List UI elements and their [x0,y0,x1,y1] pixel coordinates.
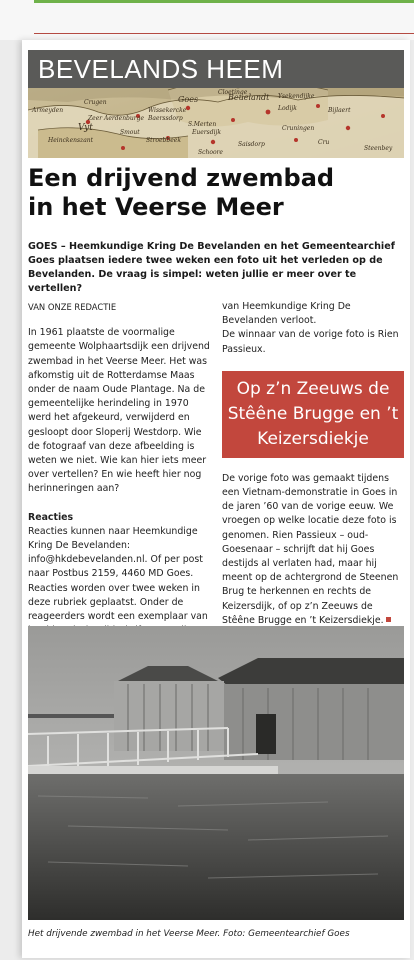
svg-text:Goes: Goes [178,95,199,104]
svg-text:Armeyden: Armeyden [32,107,64,114]
svg-text:Cru: Cru [318,139,330,146]
svg-text:Crugen: Crugen [84,99,107,106]
svg-text:Steenbey: Steenbey [364,145,393,152]
winner-paragraph: De winnaar van de vorige foto is Rien Passieux. [222,329,399,355]
svg-text:Beuelandt: Beuelandt [228,93,270,102]
byline: VAN ONZE REDACTIE [28,302,117,312]
svg-text:Cloetinge: Cloetinge [218,89,248,96]
svg-text:Schoore: Schoore [198,149,223,156]
svg-text:Stroebbeek: Stroebbeek [146,137,181,144]
svg-text:S.Merten: S.Merten [188,121,217,128]
body-paragraph-1: In 1961 plaatste de voormalige gemeente Wolphaartsdijk een drijvend zwembad in het Veerse Meer. Het was afkomstig uit de Rotterdamse Maas onder de naam Oude Plantage. Na de gemeentelijke herindeling in 1970 werd het afgekeurd, verwijderd en gesloopt door Sloperij Westdorp. Wie de fotograaf van deze afbeelding is weten we niet. Wie kan hier iets meer over vertellen? En wie heeft hier nog herinneringen aan? [28,327,210,495]
section-banner [28,50,404,158]
reacties-heading: Reacties [28,511,74,523]
svg-text:Vyt: Vyt [78,123,93,133]
headline-line-2: in het Veerse Meer [28,193,284,221]
article-headline [28,164,400,222]
newspaper-page [22,40,410,958]
photo-caption: Het drijvende zwembad in het Veerse Meer. Foto: Gemeentearchief Goes [28,929,350,939]
archive-photo [28,626,404,920]
end-mark-icon [386,617,391,622]
article-lead: GOES – Heemkundige Kring De Bevelanden en het Gemeentearchief Goes plaatsen iedere twee weken een foto uit het verleden op de Bevelanden. De vraag is simpel: weten jullie er meer over te vertellen? [28,241,395,294]
svg-text:Saisdorp: Saisdorp [238,141,265,148]
pull-quote: Op z’n Zeeuws de Stêêne Brugge en ’t Keizersdiekje [222,371,404,458]
svg-text:Smout: Smout [120,129,140,136]
reacties-paragraph: Reacties kunnen naar Heemkundige Kring De Bevelanden: info@hkdebevelanden.nl. Of per post naar Postbus 2159, 4460 MD Goes. Reacties worden over twee weken in deze rubriek geplaatst. Onder de reageerders wordt een exemplaar van [28,525,208,623]
banner-title: BEVELANDS HEEM [28,50,404,88]
svg-text:Cruningen: Cruningen [282,125,315,132]
svg-text:Wissekercke: Wissekercke [148,107,187,114]
top-green-rule [34,0,414,3]
right-column [222,300,404,642]
body-paragraph-2: van Heemkundige Kring De Bevelanden verloot. [222,301,351,327]
left-column [28,300,214,652]
svg-text:Lodijk: Lodijk [278,105,297,112]
body-paragraph-3 [222,472,404,628]
svg-text:Baerssdorp: Baerssdorp [148,115,183,122]
browser-top-strip [0,0,414,40]
svg-text:Euersdijk: Euersdijk [192,129,221,136]
svg-text:Heinckenszant: Heinckenszant [48,137,94,144]
svg-text:Bijlaert: Bijlaert [328,107,351,114]
top-red-rule [34,33,414,34]
svg-text:Zeer Aerdenburge: Zeer Aerdenburge [88,115,145,122]
svg-text:Ysekendijke: Ysekendijke [278,93,315,100]
body-paragraph-3-text: De vorige foto was gemaakt tijdens een Vietnam-demonstratie in Goes in de jaren ’60 van de vorige eeuw. We vroegen op welke locatie deze foto is genomen. Rien Passieux – oud-Goesenaar – schrijft dat hij Goes destijds al verlaten had, maar hij meent op de achtergrond de Steenen Brug te herkennen en rechts de Keizersdijk, of op z’n Zeeuws de Stêêne Brugge en ’t Keizersdiekje. [222,472,399,626]
headline-line-1: Een drijvend zwembad [28,164,335,192]
floating-pool-photo [28,626,404,920]
